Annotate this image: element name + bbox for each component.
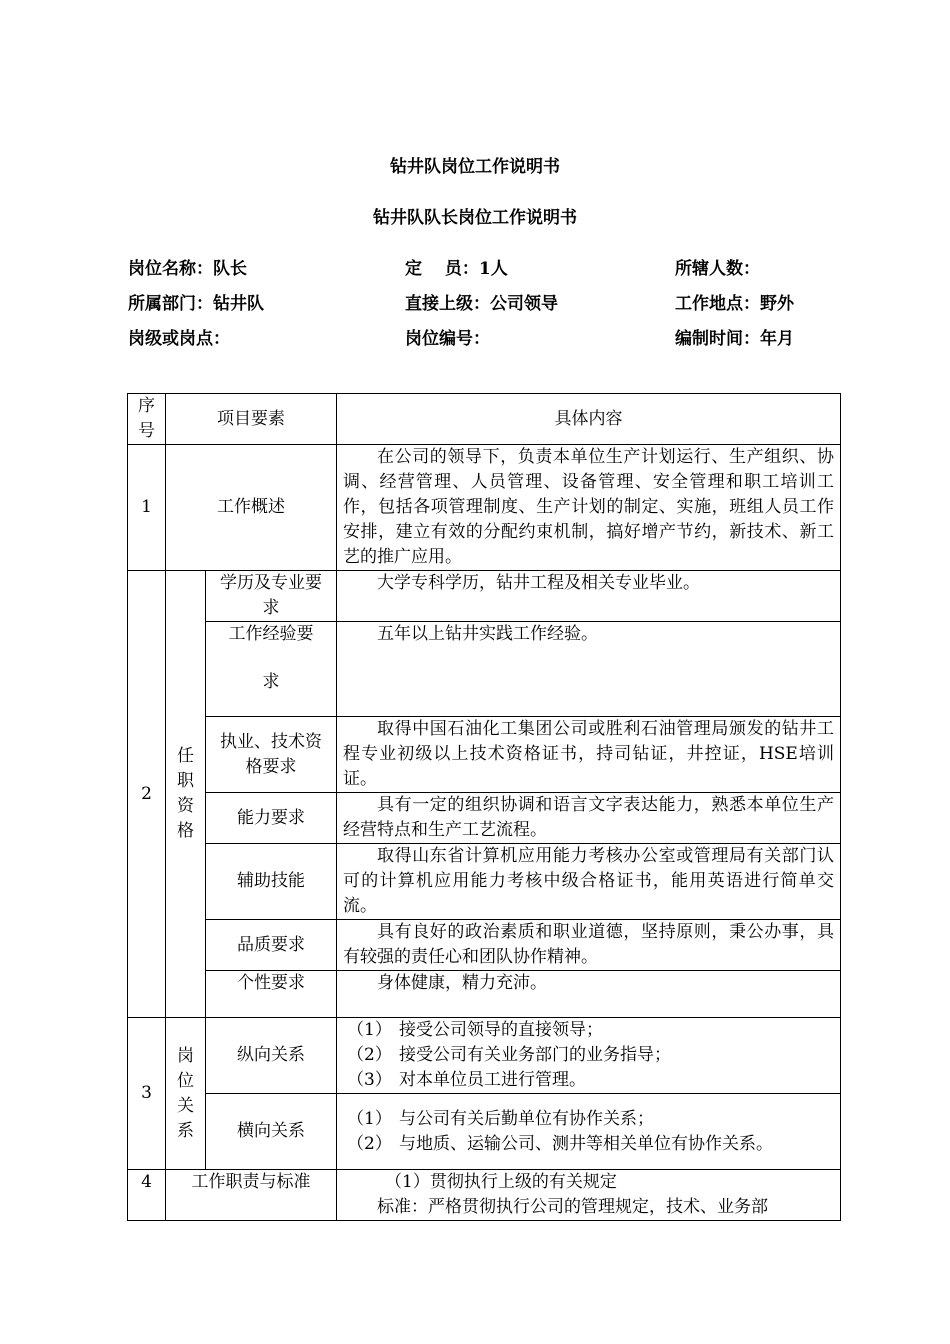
row2-content: 五年以上钻井实践工作经验。	[337, 622, 841, 717]
meta-grade: 岗级或岗点：	[128, 329, 230, 349]
meta-subordinates: 所辖人数：	[675, 259, 760, 279]
row2-seq: 2	[128, 571, 166, 1018]
table-row	[128, 1170, 841, 1221]
row2-content: 大学专科学历，钻井工程及相关专业毕业。	[337, 571, 841, 622]
row4-content: （1）贯彻执行上级的有关规定 标准：严格贯彻执行公司的管理规定，技术、业务部	[337, 1170, 841, 1221]
row2-content: 取得中国石油化工集团公司或胜利石油管理局颁发的钻井工程专业初级以上技术资格证书，持司钻证，井控证，HSE培训证。	[337, 717, 841, 793]
table-row	[128, 622, 841, 717]
row2-label: 能力要求	[206, 793, 337, 844]
row1-content: 在公司的领导下，负责本单位生产计划运行、生产组织、协调、经营管理、人员管理、设备管理、安全管理和职工培训工作，包括各项管理制度、生产计划的制定、实施，班组人员工作安排，建立有效的分配约束机制，搞好增产节约，新技术、新工艺的推广应用。	[337, 445, 841, 571]
row2-label: 执业、技术资格要求	[206, 717, 337, 793]
row4-item: 工作职责与标准	[166, 1170, 337, 1221]
row3-seq: 3	[128, 1018, 166, 1170]
table-row	[128, 793, 841, 844]
document-subtitle: 钻井队队长岗位工作说明书	[373, 208, 577, 228]
header-item: 项目要素	[166, 394, 337, 445]
row3-horizontal-content	[337, 1094, 841, 1170]
row2-label: 工作经验要 求	[206, 622, 337, 717]
row3-group: 岗位关系	[166, 1018, 206, 1170]
meta-superior: 直接上级：公司领导	[405, 294, 558, 314]
table-row	[128, 571, 841, 622]
row2-label: 学历及专业要求	[206, 571, 337, 622]
row3-vertical-label: 纵向关系	[206, 1018, 337, 1094]
document-title: 钻井队岗位工作说明书	[390, 157, 560, 177]
row2-content: 身体健康，精力充沛。	[337, 971, 841, 1018]
meta-quota: 定 员：1人	[405, 259, 508, 279]
job-description-table	[127, 393, 841, 1221]
row2-content: 具有良好的政治素质和职业道德，坚持原则，秉公办事，具有较强的责任心和团队协作精神。	[337, 920, 841, 971]
row3-horizontal-label: 横向关系	[206, 1094, 337, 1170]
row3-vertical-content	[337, 1018, 841, 1094]
table-row	[128, 844, 841, 920]
meta-department: 所属部门：钻井队	[128, 294, 264, 314]
meta-post-name: 岗位名称：队长	[128, 259, 247, 279]
list-item: （1） 接受公司领导的直接领导；	[347, 1020, 603, 1040]
header-seq: 序号	[128, 394, 166, 445]
header-content: 具体内容	[337, 394, 841, 445]
row2-content: 取得山东省计算机应用能力考核办公室或管理局有关部门认可的计算机应用能力考核中级合格证书，能用英语进行简单交流。	[337, 844, 841, 920]
row1-item: 工作概述	[166, 445, 337, 571]
table-row	[128, 445, 841, 571]
row4-seq: 4	[128, 1170, 166, 1221]
list-item: （1） 与公司有关后勤单位有协作关系；	[347, 1108, 654, 1129]
table-row	[128, 971, 841, 1018]
meta-location: 工作地点：野外	[675, 294, 794, 314]
list-item: （3） 对本单位员工进行管理。	[347, 1070, 586, 1090]
meta-date: 编制时间：年月	[675, 329, 794, 349]
row2-content: 具有一定的组织协调和语言文字表达能力，熟悉本单位生产经营特点和生产工艺流程。	[337, 793, 841, 844]
table-header-row	[128, 394, 841, 445]
list-item: （2） 接受公司有关业务部门的业务指导；	[347, 1045, 671, 1065]
row1-seq: 1	[128, 445, 166, 571]
table-row	[128, 920, 841, 971]
row2-label: 个性要求	[206, 971, 337, 1018]
table-row	[128, 717, 841, 793]
row2-label: 辅助技能	[206, 844, 337, 920]
row2-group: 任职资格	[166, 571, 206, 1018]
row2-label: 品质要求	[206, 920, 337, 971]
table-row	[128, 1018, 841, 1094]
meta-post-no: 岗位编号：	[405, 329, 490, 349]
list-item: （2） 与地质、运输公司、测井等相关单位有协作关系。	[347, 1133, 773, 1154]
table-row	[128, 1094, 841, 1170]
